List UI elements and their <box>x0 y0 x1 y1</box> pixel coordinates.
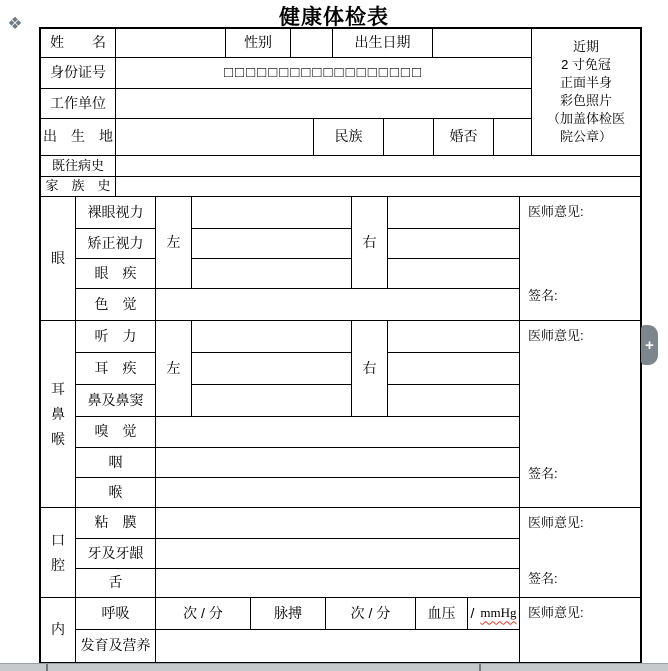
eye-left-value-cell[interactable] <box>191 196 352 229</box>
work-unit-label: 工作单位 <box>40 88 116 119</box>
section-label-eye: 眼 <box>40 196 76 321</box>
ent-item-label: 嗅 觉 <box>75 416 156 448</box>
ent-label-char: 鼻 <box>51 405 65 422</box>
eye-right-value-cell[interactable] <box>387 228 520 259</box>
gender-label: 性别 <box>225 28 291 58</box>
oral-mucosa-value-cell[interactable] <box>155 507 520 539</box>
respiration-value-cell[interactable]: 次 / 分 <box>155 597 251 630</box>
eye-item-label: 色 觉 <box>75 288 156 321</box>
id-label: 身份证号 <box>40 57 116 89</box>
development-value-cell[interactable] <box>155 629 520 663</box>
ent-item-label: 喉 <box>75 477 156 508</box>
birthplace-value-cell[interactable] <box>115 118 314 156</box>
name-label: 姓 名 <box>40 28 116 58</box>
eye-item-label: 裸眼视力 <box>75 196 156 229</box>
eye-doctor-label: 医师意见: <box>528 204 584 219</box>
photo-line: 2 寸免冠 <box>561 57 611 72</box>
oral-doctor-label: 医师意见: <box>528 515 584 530</box>
plus-icon: + <box>645 336 654 354</box>
ent-smell-value-cell[interactable] <box>155 416 520 448</box>
pulse-label: 脉搏 <box>250 597 326 630</box>
eye-sign-label: 签名: <box>528 288 558 303</box>
photo-instruction-cell <box>531 28 641 156</box>
dob-value-cell[interactable] <box>432 28 532 58</box>
oral-label-char: 口 <box>51 531 65 548</box>
ent-left-label: 左 <box>155 320 192 417</box>
gender-value-cell[interactable] <box>290 28 333 58</box>
birthplace-label: 出 生 地 <box>40 118 116 156</box>
dob-label: 出生日期 <box>332 28 433 58</box>
photo-line: 彩色照片 <box>559 93 612 108</box>
ethnicity-value-cell[interactable] <box>383 118 434 156</box>
eye-item-label: 矫正视力 <box>75 228 156 259</box>
oral-label-char: 腔 <box>51 556 65 573</box>
family-history-value-cell[interactable] <box>115 176 641 197</box>
oral-tongue-value-cell[interactable] <box>155 568 520 598</box>
marital-label: 婚否 <box>433 118 494 156</box>
medical-history-value-cell[interactable] <box>115 155 641 177</box>
eye-left-label: 左 <box>155 196 192 289</box>
ent-right-label: 右 <box>351 320 388 417</box>
eye-right-value-cell[interactable] <box>387 196 520 229</box>
eye-left-value-cell[interactable] <box>191 228 352 259</box>
ent-label-char: 耳 <box>51 380 65 397</box>
ent-right-value-cell[interactable] <box>387 320 520 353</box>
oral-doctor-cell[interactable] <box>519 507 641 598</box>
strip-tick <box>479 664 481 671</box>
pulse-value-cell[interactable]: 次 / 分 <box>325 597 416 630</box>
page-title: 健康体检表 <box>279 6 389 29</box>
eye-right-value-cell[interactable] <box>387 258 520 289</box>
oral-item-label: 牙及牙龈 <box>75 538 156 569</box>
ent-sign-label: 签名: <box>528 466 558 481</box>
strip-tick <box>46 664 48 671</box>
ent-larynx-value-cell[interactable] <box>155 477 520 508</box>
ent-left-value-cell[interactable] <box>191 320 352 353</box>
ent-doctor-cell[interactable] <box>519 320 641 508</box>
family-history-label: 家 族 史 <box>40 176 116 197</box>
eye-item-label: 眼 疾 <box>75 258 156 289</box>
ent-item-label: 耳 疾 <box>75 352 156 385</box>
ent-left-value-cell[interactable] <box>191 352 352 385</box>
eye-doctor-cell[interactable] <box>519 196 641 321</box>
blood-pressure-label: 血压 <box>415 597 468 630</box>
ent-left-value-cell[interactable] <box>191 384 352 417</box>
page-bottom-strip <box>0 663 668 671</box>
ent-item-label: 听 力 <box>75 320 156 353</box>
marital-value-cell[interactable] <box>493 118 532 156</box>
oral-teeth-value-cell[interactable] <box>155 538 520 569</box>
oral-item-label: 舌 <box>75 568 156 598</box>
respiration-label: 呼吸 <box>75 597 156 630</box>
development-label: 发育及营养 <box>75 629 156 663</box>
ent-right-value-cell[interactable] <box>387 384 520 417</box>
ent-item-label: 咽 <box>75 447 156 478</box>
work-unit-value-cell[interactable] <box>115 88 532 119</box>
blood-pressure-value-cell[interactable] <box>467 597 520 630</box>
bp-unit-mmhg: mmHg <box>480 605 517 621</box>
ent-item-label: 鼻及鼻窦 <box>75 384 156 417</box>
ent-right-value-cell[interactable] <box>387 352 520 385</box>
medical-history-label: 既往病史 <box>40 155 116 177</box>
eye-left-value-cell[interactable] <box>191 258 352 289</box>
ent-label-char: 喉 <box>51 430 65 447</box>
section-label-ent <box>40 320 76 508</box>
section-label-internal: 内 <box>40 597 76 663</box>
table-move-handle-icon[interactable]: ❖ <box>7 14 23 33</box>
ent-pharynx-value-cell[interactable] <box>155 447 520 478</box>
oral-sign-label: 签名: <box>528 571 558 586</box>
ethnicity-label: 民族 <box>313 118 384 156</box>
internal-doctor-cell[interactable] <box>519 597 641 663</box>
name-value-cell[interactable] <box>115 28 226 58</box>
photo-line: （加盖体检医 <box>546 111 625 126</box>
oral-item-label: 粘 膜 <box>75 507 156 539</box>
photo-line: 近期 <box>572 39 599 54</box>
eye-right-label: 右 <box>351 196 388 289</box>
id-checkboxes[interactable]: □□□□□□□□□□□□□□□□□□ <box>115 57 532 89</box>
internal-doctor-label: 医师意见: <box>528 605 584 620</box>
section-label-oral <box>40 507 76 598</box>
expand-pane-tab[interactable] <box>641 325 658 365</box>
photo-line: 正面半身 <box>559 75 612 90</box>
ent-doctor-label: 医师意见: <box>528 328 584 343</box>
eye-colour-value-cell[interactable] <box>155 288 520 321</box>
photo-line: 院公章） <box>559 129 612 144</box>
bp-slash: / <box>470 604 475 621</box>
